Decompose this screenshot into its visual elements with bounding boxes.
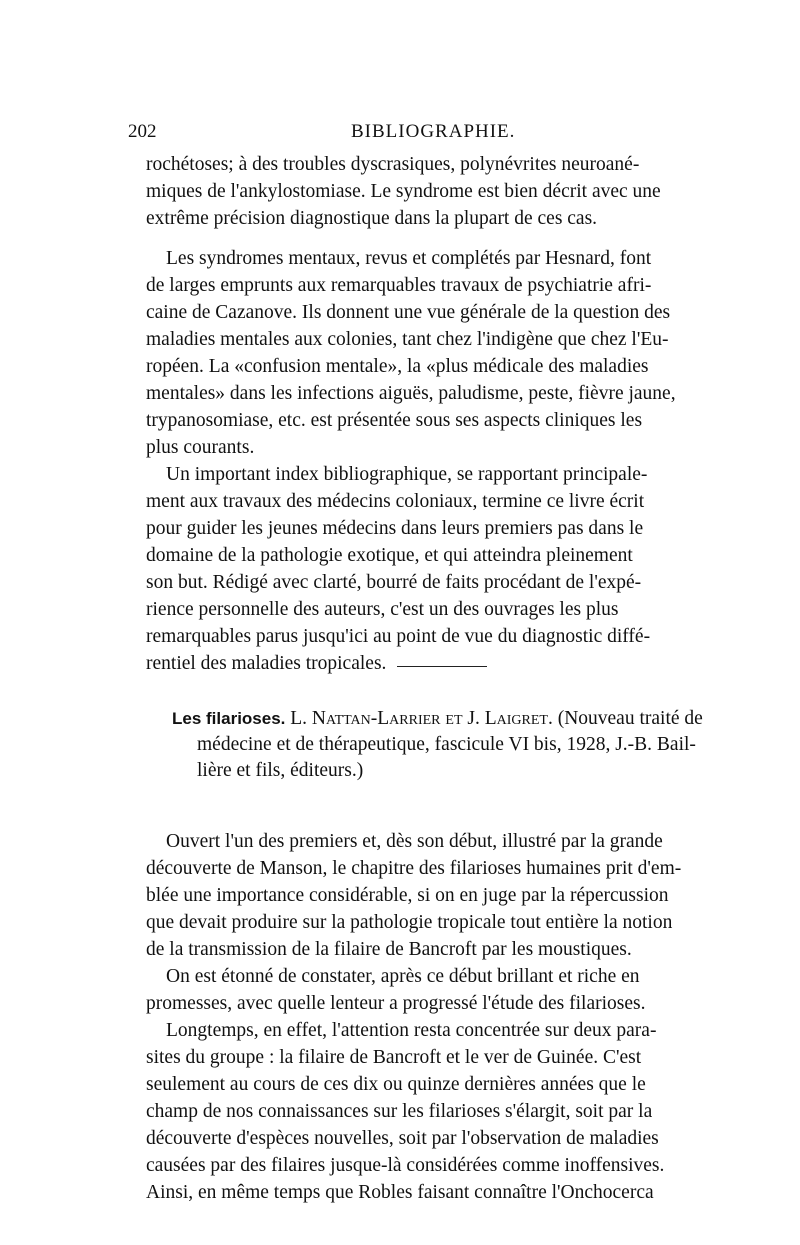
- entry-citation-line: lière et fils, éditeurs.): [197, 760, 364, 781]
- text-line: Longtemps, en effet, l'attention resta concentrée sur deux para-: [166, 1020, 657, 1041]
- text-line: rentiel des maladies tropicales.: [146, 653, 387, 674]
- text-line: pour guider les jeunes médecins dans leurs premiers pas dans le: [146, 518, 644, 539]
- text-line: caine de Cazanove. Ils donnent une vue générale de la question des: [146, 302, 671, 323]
- text-line: remarquables parus jusqu'ici au point de vue du diagnostic diffé-: [146, 626, 651, 647]
- text-line: découverte d'espèces nouvelles, soit par l'observation de maladies: [146, 1128, 659, 1149]
- text-line: ment aux travaux des médecins coloniaux, termine ce livre écrit: [146, 491, 645, 512]
- text-line: blée une importance considérable, si on en juge par la répercussion: [146, 885, 669, 906]
- text-line: mentales» dans les infections aiguës, paludisme, peste, fièvre jaune,: [146, 383, 676, 404]
- text-line: seulement au cours de ces dix ou quinze dernières années que le: [146, 1074, 646, 1095]
- text-line: rochétoses; à des troubles dyscrasiques, polynévrites neuroané-: [146, 154, 640, 175]
- entry-citation-start: (Nouveau traité de: [557, 708, 703, 729]
- text-line: rience personnelle des auteurs, c'est un des ouvrages les plus: [146, 599, 619, 620]
- text-line: Les syndromes mentaux, revus et complétés par Hesnard, font: [166, 248, 652, 269]
- text-line: On est étonné de constater, après ce début brillant et riche en: [166, 966, 640, 987]
- text-line: Ainsi, en même temps que Robles faisant connaître l'Onchocerca: [146, 1182, 654, 1203]
- section-divider: [397, 666, 487, 667]
- paragraph-filarioses: [146, 828, 712, 1206]
- running-title: BIBLIOGRAPHIE.: [351, 121, 516, 142]
- text-line: miques de l'ankylostomiase. Le syndrome est bien décrit avec une: [146, 181, 661, 202]
- text-line: causées par des filaires jusque-là considérées comme inoffensives.: [146, 1155, 665, 1176]
- text-line: de larges emprunts aux remarquables travaux de psychiatrie afri-: [146, 275, 652, 296]
- entry-title: Les filarioses.: [172, 709, 286, 728]
- paragraph-continuation: [146, 151, 712, 232]
- page-number: 202: [128, 121, 157, 142]
- text-line: extrême précision diagnostique dans la plupart de ces cas.: [146, 208, 598, 229]
- text-line: ropéen. La «confusion mentale», la «plus médicale des maladies: [146, 356, 649, 377]
- text-line: champ de nos connaissances sur les filarioses s'élargit, soit par la: [146, 1101, 653, 1122]
- text-line: Un important index bibliographique, se rapportant principale-: [166, 464, 648, 485]
- entry-heading-line: [172, 706, 712, 732]
- text-line: plus courants.: [146, 437, 255, 458]
- text-line: Ouvert l'un des premiers et, dès son début, illustré par la grande: [166, 831, 663, 852]
- text-line: promesses, avec quelle lenteur a progressé l'étude des filarioses.: [146, 993, 646, 1014]
- text-line: domaine de la pathologie exotique, et qui atteindra pleinement: [146, 545, 633, 566]
- text-line: trypanosomiase, etc. est présentée sous ses aspects cliniques les: [146, 410, 643, 431]
- entry-authors: L. Nattan-Larrier et J. Laigret.: [290, 708, 553, 729]
- text-line: sites du groupe : la filaire de Bancroft et le ver de Guinée. C'est: [146, 1047, 642, 1068]
- text-line: de la transmission de la filaire de Bancroft par les moustiques.: [146, 939, 632, 960]
- paragraph-syndromes-mentaux: [146, 245, 712, 677]
- entry-citation-line: médecine et de thérapeutique, fascicule VI bis, 1928, J.-B. Bail-: [197, 734, 696, 755]
- text-line: son but. Rédigé avec clarté, bourré de faits procédant de l'expé-: [146, 572, 642, 593]
- text-line: que devait produire sur la pathologie tropicale tout entière la notion: [146, 912, 673, 933]
- page-header: [128, 121, 708, 145]
- bibliography-entry: [172, 706, 712, 784]
- text-line: découverte de Manson, le chapitre des filarioses humaines prit d'em-: [146, 858, 682, 879]
- text-line: maladies mentales aux colonies, tant chez l'indigène que chez l'Eu-: [146, 329, 669, 350]
